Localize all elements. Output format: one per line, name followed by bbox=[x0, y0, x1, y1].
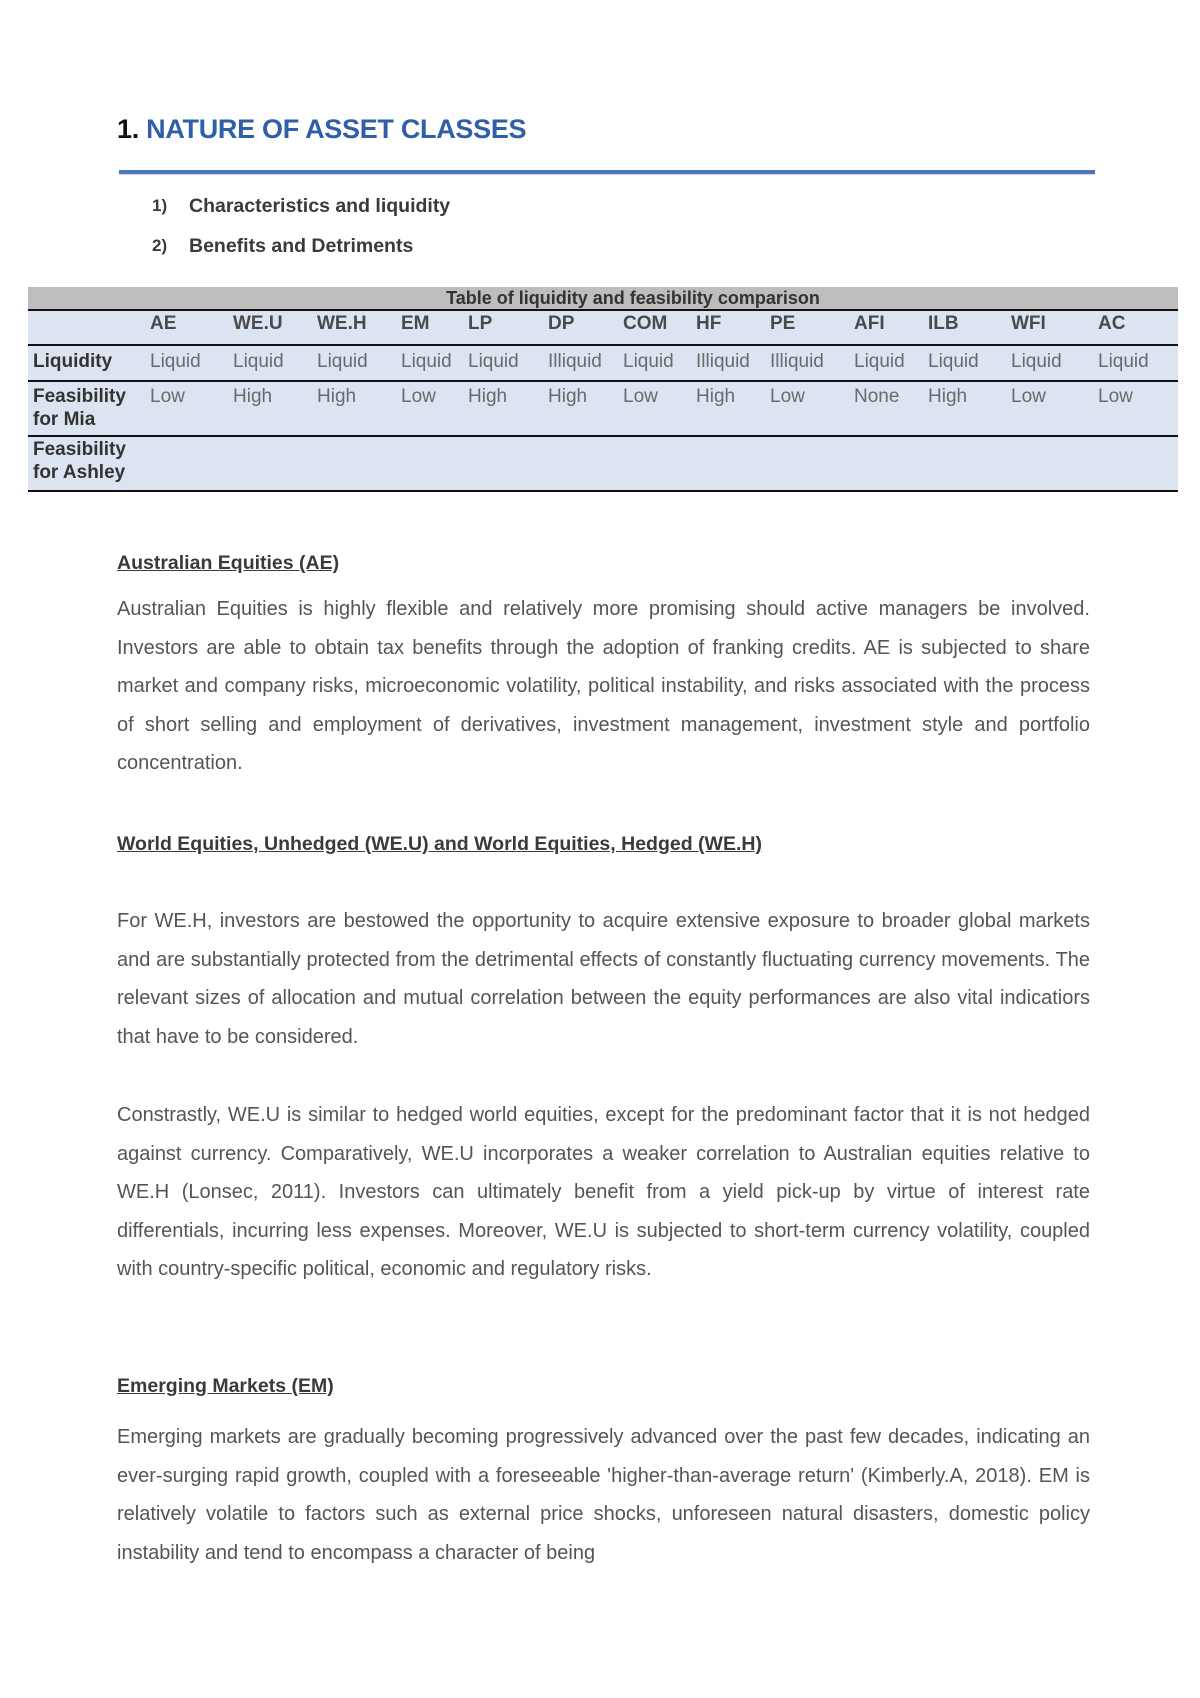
sub-item-list bbox=[152, 193, 450, 273]
column-header: COM bbox=[618, 310, 691, 345]
table-cell bbox=[923, 436, 1006, 491]
table-cell bbox=[691, 436, 765, 491]
table-cell: High bbox=[312, 381, 396, 436]
table-cell bbox=[396, 436, 463, 491]
table-cell: Liquid bbox=[463, 345, 543, 381]
section-title-world-equities: World Equities, Unhedged (WE.U) and World Equities, Hedged (WE.H) bbox=[117, 833, 762, 855]
table-cell: Liquid bbox=[396, 345, 463, 381]
table-header-row bbox=[28, 310, 1178, 345]
table-cell bbox=[543, 436, 618, 491]
paragraph: Constrastly, WE.U is similar to hedged world equities, except for the predominant factor that it is not hedged against currency. Comparatively, WE.U incorporates a weaker correlation to Australian equities relative to WE.H (Lonsec, 2011). Investors can ultimately benefit from a yield pick-up by virtue of interest rate differentials, incurring less expenses. Moreover, WE.U is subjected to short-term currency volatility, coupled with country-specific political, economic and regulatory risks. bbox=[117, 1104, 1090, 1280]
table-cell: Liquid bbox=[145, 345, 228, 381]
column-header: DP bbox=[543, 310, 618, 345]
table-cell: Liquid bbox=[228, 345, 312, 381]
paragraph: Emerging markets are gradually becoming progressively advanced over the past few decades, indicating an ever-surging rapid growth, coupled with a foreseeable 'higher-than-average return' (Kimberly.A, 2018). EM is relatively volatile to factors such as external price shocks, unforeseen natural disasters, domestic policy instability and tend to encompass a character of being bbox=[117, 1426, 1090, 1564]
column-header: LP bbox=[463, 310, 543, 345]
table-cell: Low bbox=[1006, 381, 1093, 436]
paragraph: For WE.H, investors are bestowed the opportunity to acquire extensive exposure to broader global markets and are substantially protected from the detrimental effects of constantly fluctuating currency movements. The relevant sizes of allocation and mutual correlation between the equity performances are also vital indicatiors that have to be considered. bbox=[117, 910, 1090, 1048]
table-cell: High bbox=[923, 381, 1006, 436]
table-caption: Table of liquidity and feasibility comparison bbox=[28, 287, 1178, 309]
table-cell bbox=[1093, 436, 1178, 491]
column-header: ILB bbox=[923, 310, 1006, 345]
table-cell: Liquid bbox=[1006, 345, 1093, 381]
table-cell: High bbox=[228, 381, 312, 436]
sub-item-label: Characteristics and liquidity bbox=[189, 195, 451, 217]
column-header: WE.H bbox=[312, 310, 396, 345]
column-header: HF bbox=[691, 310, 765, 345]
table-cell: High bbox=[543, 381, 618, 436]
table-cell: Liquid bbox=[1093, 345, 1178, 381]
table-cell: Illiquid bbox=[691, 345, 765, 381]
sub-item-number: 2) bbox=[152, 236, 168, 255]
table-cell: Liquid bbox=[923, 345, 1006, 381]
table-cell: Liquid bbox=[849, 345, 923, 381]
table-cell: High bbox=[691, 381, 765, 436]
table-row-liquidity bbox=[28, 345, 1178, 381]
table-cell: Illiquid bbox=[765, 345, 849, 381]
sub-item-number: 1) bbox=[152, 196, 168, 215]
column-header: AE bbox=[145, 310, 228, 345]
column-header: WE.U bbox=[228, 310, 312, 345]
table-cell: Illiquid bbox=[543, 345, 618, 381]
row-label: Feasibility for Ashley bbox=[28, 436, 145, 491]
table-cell: None bbox=[849, 381, 923, 436]
sub-item-label: Benefits and Detriments bbox=[189, 235, 414, 257]
table-cell bbox=[463, 436, 543, 491]
column-header: WFI bbox=[1006, 310, 1093, 345]
table-cell: High bbox=[463, 381, 543, 436]
column-header: AFI bbox=[849, 310, 923, 345]
table-cell: Liquid bbox=[618, 345, 691, 381]
table-cell: Liquid bbox=[312, 345, 396, 381]
section-title: NATURE OF ASSET CLASSES bbox=[146, 114, 527, 144]
table-cell bbox=[765, 436, 849, 491]
section-title-em: Emerging Markets (EM) bbox=[117, 1375, 334, 1397]
table-cell: Low bbox=[145, 381, 228, 436]
comparison-table bbox=[28, 287, 1178, 492]
row-label: Liquidity bbox=[28, 345, 145, 381]
column-header: EM bbox=[396, 310, 463, 345]
paragraph: Australian Equities is highly flexible and relatively more promising should active managers be involved. Investors are able to obtain tax benefits through the adoption of franking credits. AE is subjected to share market and company risks, microeconomic volatility, political instability, and risks associated with the process of short selling and employment of derivatives, investment management, investment style and portfolio concentration. bbox=[117, 598, 1090, 774]
table-cell bbox=[849, 436, 923, 491]
section-number: 1. bbox=[117, 114, 139, 144]
table-cell bbox=[145, 436, 228, 491]
section-heading bbox=[117, 114, 526, 145]
table-cell bbox=[228, 436, 312, 491]
section-title-ae: Australian Equities (AE) bbox=[117, 552, 340, 574]
table-cell bbox=[1006, 436, 1093, 491]
table-cell: Low bbox=[618, 381, 691, 436]
column-header: AC bbox=[1093, 310, 1178, 345]
heading-underline bbox=[119, 170, 1095, 174]
sub-item bbox=[152, 233, 450, 273]
table-cell: Low bbox=[396, 381, 463, 436]
table-row-feasibility-mia bbox=[28, 381, 1178, 436]
table-cell bbox=[618, 436, 691, 491]
table-cell: Low bbox=[765, 381, 849, 436]
table-cell: Low bbox=[1093, 381, 1178, 436]
column-header: PE bbox=[765, 310, 849, 345]
row-label: Feasibility for Mia bbox=[28, 381, 145, 436]
header-empty bbox=[28, 310, 145, 345]
table-cell bbox=[312, 436, 396, 491]
table-row-feasibility-ashley bbox=[28, 436, 1178, 491]
sub-item bbox=[152, 193, 450, 233]
